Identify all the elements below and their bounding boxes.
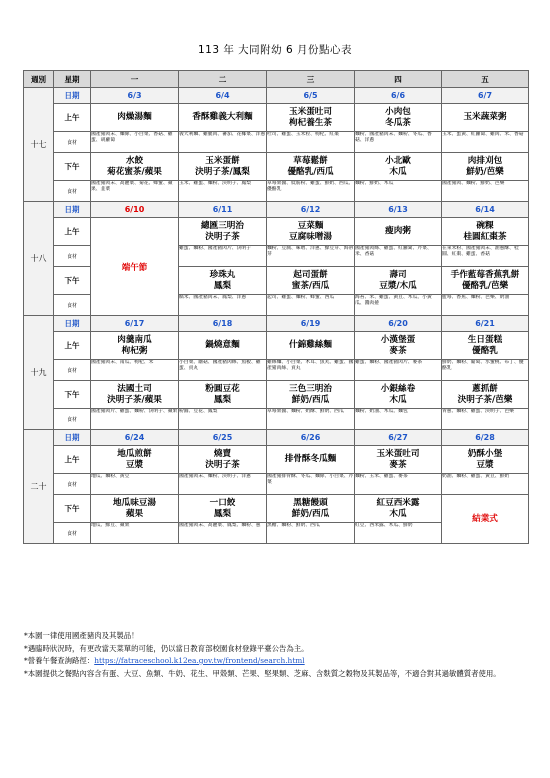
pm-snack: 玉米蛋餅 決明子茶/鳳梨 (179, 153, 267, 181)
date-cell: 6/25 (179, 430, 267, 446)
pm-ingredients: 粉圓、豆花、鳳梨 (179, 409, 267, 430)
am-label: 上午 (54, 104, 91, 132)
pm-snack: 法國土司 決明子茶/蘋果 (91, 381, 179, 409)
am-snack: 排骨酥冬瓜麵 (267, 446, 355, 474)
pm-ingredients: 玉米、雞蛋、麵粉、決明子、鳳梨 (179, 181, 267, 202)
note-allergy: *本園提供之餐點內容含有蛋、大豆、魚類、牛奶、花生、甲殼類、芒果、堅果類、芝麻、含麩質之穀物及其製品等，不適合對其過敏體質者使用。 (24, 668, 501, 678)
pm-ingredients: 國產豬肉末、高麗菜、鳳梨、麵粉、蔥 (179, 523, 267, 544)
date-cell: 6/14 (442, 202, 529, 218)
week-3-row-0 (24, 430, 529, 446)
ingredients-label: 食材 (54, 474, 91, 495)
header-row (24, 71, 529, 88)
am-ingredients: 地瓜、麵粉、黃豆 (91, 474, 179, 495)
date-cell: 6/20 (355, 316, 442, 332)
pm-snack: 粉圓豆花 鳳梨 (179, 381, 267, 409)
week-2-row-3 (24, 381, 529, 409)
pm-label: 下午 (54, 267, 91, 295)
ingredients-label: 食材 (54, 295, 91, 316)
am-ingredients: 國產豬肉末、麵粉、決明子、洋蔥 (179, 474, 267, 495)
pm-snack: 小銀絲卷 木瓜 (355, 381, 442, 409)
week-2-row-4 (24, 409, 529, 430)
date-cell: 6/13 (355, 202, 442, 218)
header-week: 週別 (24, 71, 54, 88)
pm-ingredients: 草莓果醬、麵粉、奶酥、鮮奶、西瓜 (267, 409, 355, 430)
pm-label: 下午 (54, 495, 91, 523)
date-cell: 6/18 (179, 316, 267, 332)
am-snack: 玉米蛋吐司 麥茶 (355, 446, 442, 474)
week-1-row-1 (24, 218, 529, 246)
ingredients-label: 食材 (54, 409, 91, 430)
am-ingredients: 麵粉、玉米、雞蛋、麥茶 (355, 474, 442, 495)
ingredients-label: 食材 (54, 181, 91, 202)
date-cell: 6/21 (442, 316, 529, 332)
am-snack: 奶酥小堡 豆漿 (442, 446, 529, 474)
week-label: 十七 (24, 88, 54, 202)
header-weekday: 星期 (54, 71, 91, 88)
header-fri: 五 (442, 71, 529, 88)
am-ingredients: 吐司、雞蛋、玉米粒、枸杞、紅棗 (267, 132, 355, 153)
am-snack: 瘦肉粥 (355, 218, 442, 246)
week-2-row-0 (24, 316, 529, 332)
date-cell: 6/17 (91, 316, 179, 332)
week-3-row-2 (24, 474, 529, 495)
am-ingredients: 義大利麵、雞腿肉、蕃茄、花椰菜、洋蔥 (179, 132, 267, 153)
week-1-row-0 (24, 202, 529, 218)
date-cell: 6/7 (442, 88, 529, 104)
am-ingredients: 麵粉、豆腐、味噌、洋蔥、綠豆芽、海帶芽 (267, 246, 355, 267)
am-ingredients: 麵粉、國產豬肉末、麵粉、冬瓜、香菇、洋蔥 (355, 132, 442, 153)
pm-snack: 珍珠丸 鳳梨 (179, 267, 267, 295)
am-ingredients: 國產豬肉末、南瓜、枸杞、米 (91, 360, 179, 381)
ingredients-label: 食材 (54, 360, 91, 381)
pm-snack: 肉排刈包 鮮奶/芭樂 (442, 153, 529, 181)
header-wed: 三 (267, 71, 355, 88)
am-snack: 肉燥湯麵 (91, 104, 179, 132)
week-0-row-0 (24, 88, 529, 104)
am-snack: 什錦雞絲麵 (267, 332, 355, 360)
am-ingredients: 國產豬肉絲、雞蛋、紅蘿蔔、芹菜、米、香菇 (355, 246, 442, 267)
note-change: *遇臨時狀況時，有更改當天菜單的可能，仍以當日教育部校園食材登錄平臺公告為主。 (24, 643, 309, 653)
am-label: 上午 (54, 218, 91, 246)
pm-ingredients: 麵粉、奶油、木瓜、麵包 (355, 409, 442, 430)
pm-ingredients: 地瓜、綠豆、蘋果 (91, 523, 179, 544)
week-3-row-3 (24, 495, 529, 523)
pm-ingredients: 藍莓、香蕉、麵粉、芭樂、奶油 (442, 295, 529, 316)
pm-ingredients: 黑糖、麵粉、鮮奶、西瓜 (267, 523, 355, 544)
date-label: 日期 (54, 316, 91, 332)
snack-menu-table (23, 70, 529, 544)
am-snack: 玉米蛋吐司 枸杞養生茶 (267, 104, 355, 132)
pm-snack: 紅豆西米露 木瓜 (355, 495, 442, 523)
am-ingredients: 雞絲麵、小白菜、木耳、魚丸、雞蛋、國產豬肉絲、貢丸 (267, 360, 355, 381)
header-mon: 一 (91, 71, 179, 88)
week-2-row-2 (24, 360, 529, 381)
pm-snack: 黑糖饅頭 鮮奶/西瓜 (267, 495, 355, 523)
week-0-row-1 (24, 104, 529, 132)
date-cell: 6/12 (267, 202, 355, 218)
week-label: 二十 (24, 430, 54, 544)
am-snack: 燒賣 決明子茶 (179, 446, 267, 474)
note-pork: *本園一律使用國產豬肉及其製品！ (24, 631, 139, 640)
date-cell: 6/27 (355, 430, 442, 446)
pm-snack: 壽司 豆漿/木瓜 (355, 267, 442, 295)
pm-snack: 小北歐 木瓜 (355, 153, 442, 181)
date-cell: 6/4 (179, 88, 267, 104)
pm-ingredients: 國產豬肉片、雞蛋、麵粉、決明子、蘋果 (91, 409, 179, 430)
week-0-row-3 (24, 153, 529, 181)
am-snack: 玉米蔬菜粥 (442, 104, 529, 132)
am-snack: 小漢堡蛋 麥茶 (355, 332, 442, 360)
ingredients-label: 食材 (54, 523, 91, 544)
am-snack: 總匯三明治 決明子茶 (179, 218, 267, 246)
am-snack: 香酥雞義大利麵 (179, 104, 267, 132)
week-3-row-1 (24, 446, 529, 474)
date-cell: 6/5 (267, 88, 355, 104)
am-ingredients: 在來米粉、國產豬肉末、油蔥酥、桂圓、紅棗、雞蛋、香菇 (442, 246, 529, 267)
date-cell: 6/3 (91, 88, 179, 104)
date-label: 日期 (54, 430, 91, 446)
week-label: 十九 (24, 316, 54, 430)
date-cell: 6/11 (179, 202, 267, 218)
pm-snack: 水餃 菊花蜜茶/蘋果 (91, 153, 179, 181)
am-ingredients: 國產豬肉末、麵條、小白菜、香菇、雞蛋、胡蘿蔔 (91, 132, 179, 153)
pm-ingredients: 國產豬肉末、高麗菜、菊花、蜂蜜、蘋果、韭菜 (91, 181, 179, 202)
pm-ingredients: 草莓果醬、低筋粉、雞蛋、鮮奶、西瓜、優酪乳 (267, 181, 355, 202)
week-2-row-1 (24, 332, 529, 360)
pm-ingredients: 糯米、國產豬肉末、鳳梨、洋蔥 (179, 295, 267, 316)
am-snack: 肉羹南瓜 枸杞粥 (91, 332, 179, 360)
pm-ingredients: 國產豬肉、麵粉、鮮奶、芭樂 (442, 181, 529, 202)
holiday-cell: 端午節 (91, 218, 179, 316)
pm-ingredients: 海苔、米、雞蛋、黃豆、木瓜、小黃瓜、醬肉捲 (355, 295, 442, 316)
date-cell: 6/24 (91, 430, 179, 446)
am-snack: 小肉包 冬瓜茶 (355, 104, 442, 132)
pm-snack: 起司蛋餅 蜜茶/西瓜 (267, 267, 355, 295)
pm-snack: 三色三明治 鮮奶/西瓜 (267, 381, 355, 409)
pm-label: 下午 (54, 153, 91, 181)
pm-ingredients: 麵粉、鮮奶、木瓜 (355, 181, 442, 202)
am-ingredients: 小白菜、蘑菇、國產豬肉絲、魚板、雞蛋、貢丸 (179, 360, 267, 381)
lookup-link[interactable]: https://fatraceschool.k12ea.gov.tw/frontend/search.html (94, 656, 305, 665)
am-ingredients: 雞蛋、麵粉、國產豬肉片、決明子 (179, 246, 267, 267)
date-label: 日期 (54, 88, 91, 104)
header-tue: 二 (179, 71, 267, 88)
am-snack: 生日蛋糕 優酪乳 (442, 332, 529, 360)
am-label: 上午 (54, 446, 91, 474)
pm-snack: 蔥抓餅 決明子茶/芭樂 (442, 381, 529, 409)
am-ingredients: 雞蛋、麵粉、國產豬肉片、麥茶 (355, 360, 442, 381)
am-ingredients: 國產豬排骨酥、冬瓜、麵條、小白菜、芹菜 (267, 474, 355, 495)
am-snack: 豆菜麵 豆腐味噌湯 (267, 218, 355, 246)
page-title: 113 年 大同附幼 6 月份點心表 (197, 44, 353, 56)
pm-ingredients: 青蔥、麵粉、雞蛋、決明子、芭樂 (442, 409, 529, 430)
date-cell: 6/26 (267, 430, 355, 446)
pm-snack: 地瓜味豆湯 蘋果 (91, 495, 179, 523)
date-cell: 6/10 (91, 202, 179, 218)
am-snack: 鍋燒意麵 (179, 332, 267, 360)
pm-snack: 一口餃 鳳梨 (179, 495, 267, 523)
date-label: 日期 (54, 202, 91, 218)
am-label: 上午 (54, 332, 91, 360)
pm-snack: 手作藍莓香蕉乳餅 優酪乳/芭樂 (442, 267, 529, 295)
am-snack: 地瓜煎餅 豆漿 (91, 446, 179, 474)
am-ingredients: 奶油、麵粉、雞蛋、黃豆、鮮奶 (442, 474, 529, 495)
pm-snack: 草莓鬆餅 優酪乳/西瓜 (267, 153, 355, 181)
am-ingredients: 玉米、蛋黃、紅蘿蔔、雞肉、米、香菇 (442, 132, 529, 153)
pm-snack: 結業式 (442, 495, 529, 544)
date-cell: 6/6 (355, 88, 442, 104)
pm-label: 下午 (54, 381, 91, 409)
am-snack: 碗粿 桂圓紅棗茶 (442, 218, 529, 246)
am-ingredients: 鮮奶、麵粉、葡萄、水蜜桃、布丁、優酪乳 (442, 360, 529, 381)
date-cell: 6/28 (442, 430, 529, 446)
notes (24, 630, 529, 680)
week-label: 十八 (24, 202, 54, 316)
ingredients-label: 食材 (54, 132, 91, 153)
date-cell: 6/19 (267, 316, 355, 332)
week-0-row-2 (24, 132, 529, 153)
note-lookup-label: *營養午餐查詢路徑： (24, 656, 95, 665)
header-thu: 四 (355, 71, 442, 88)
pm-ingredients: 起司、雞蛋、麵粉、蜂蜜、西瓜 (267, 295, 355, 316)
ingredients-label: 食材 (54, 246, 91, 267)
note-lookup (24, 655, 529, 668)
week-0-row-4 (24, 181, 529, 202)
pm-ingredients: 紅豆、西米露、木瓜、鮮奶 (355, 523, 442, 544)
